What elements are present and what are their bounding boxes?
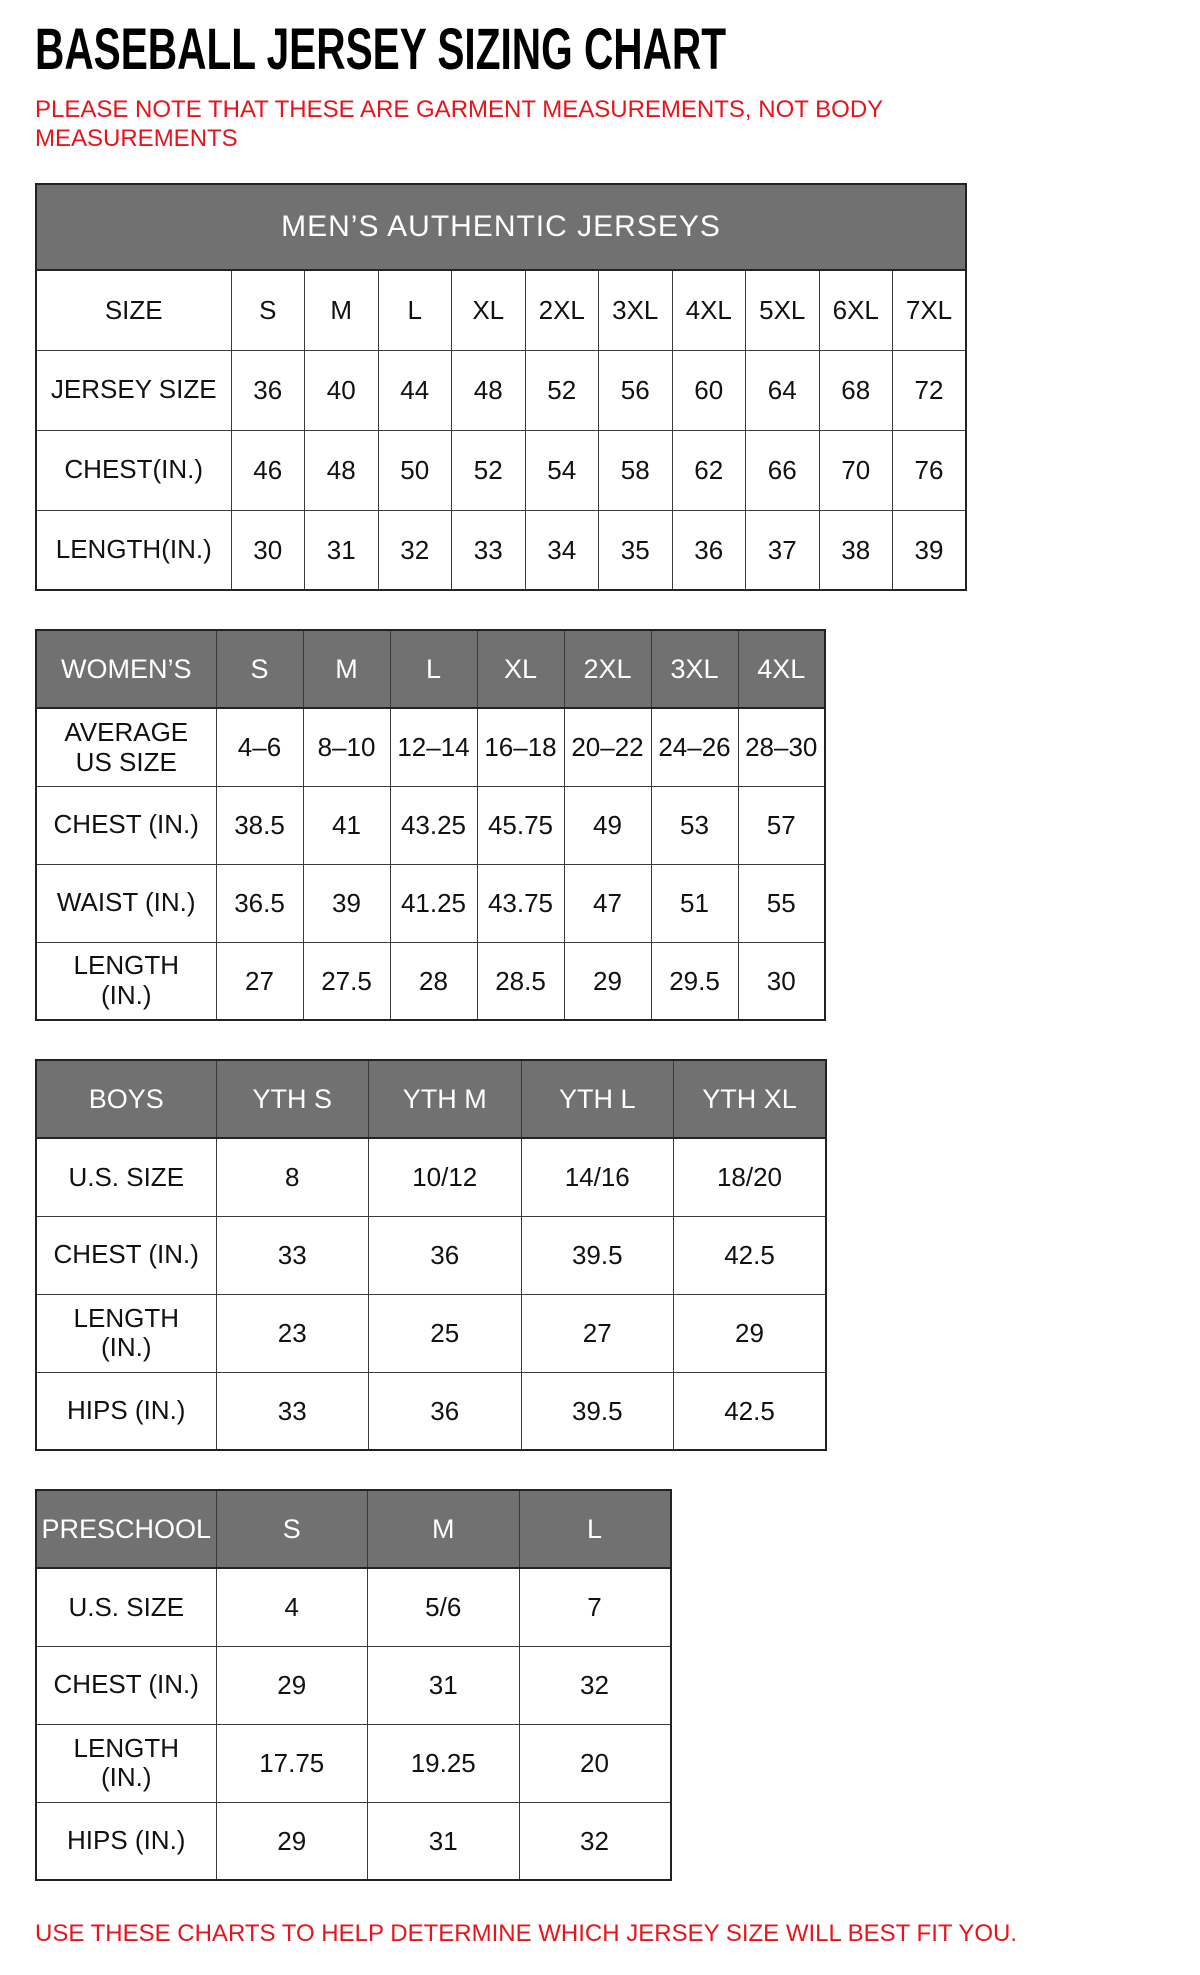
table-mens <box>35 183 967 591</box>
value-cell: 31 <box>368 1646 520 1724</box>
mens-col-s: S <box>231 270 305 350</box>
value-cell: 30 <box>231 510 305 590</box>
row-label: U.S. SIZE <box>36 1568 216 1646</box>
mens-col-6xl: 6XL <box>819 270 893 350</box>
page-title: BASEBALL JERSEY SIZING CHART <box>35 17 727 82</box>
boys-data-row <box>36 1216 826 1294</box>
value-cell: 43.75 <box>477 864 564 942</box>
boys-col-yth-xl: YTH XL <box>674 1060 827 1138</box>
womens-col-2xl: 2XL <box>564 630 651 708</box>
value-cell: 53 <box>651 786 738 864</box>
preschool-col-m: M <box>368 1490 520 1568</box>
value-cell: 47 <box>564 864 651 942</box>
value-cell: 28.5 <box>477 942 564 1020</box>
row-label: CHEST (IN.) <box>36 786 216 864</box>
mens-col-m: M <box>305 270 379 350</box>
row-label: HIPS (IN.) <box>36 1802 216 1880</box>
fit-advice-note: USE THESE CHARTS TO HELP DETERMINE WHICH JERSEY SIZE WILL BEST FIT YOU. <box>35 1920 1018 1948</box>
value-cell: 27 <box>216 942 303 1020</box>
value-cell: 25 <box>369 1294 522 1372</box>
value-cell: 32 <box>519 1802 671 1880</box>
table-womens <box>35 629 826 1021</box>
value-cell: 18/20 <box>674 1138 827 1216</box>
value-cell: 62 <box>672 430 746 510</box>
value-cell: 66 <box>746 430 820 510</box>
value-cell: 55 <box>738 864 825 942</box>
value-cell: 39.5 <box>521 1216 674 1294</box>
mens-header-label: SIZE <box>36 270 231 350</box>
boys-header-row <box>36 1060 826 1138</box>
preschool-col-l: L <box>519 1490 671 1568</box>
preschool-data-row <box>36 1802 671 1880</box>
value-cell: 29 <box>216 1646 368 1724</box>
value-cell: 27 <box>521 1294 674 1372</box>
value-cell: 35 <box>599 510 673 590</box>
value-cell: 32 <box>378 510 452 590</box>
value-cell: 52 <box>525 350 599 430</box>
value-cell: 57 <box>738 786 825 864</box>
womens-data-row <box>36 864 825 942</box>
womens-col-m: M <box>303 630 390 708</box>
boys-header-label: BOYS <box>36 1060 216 1138</box>
mens-data-row <box>36 430 966 510</box>
womens-col-s: S <box>216 630 303 708</box>
preschool-data-row <box>36 1568 671 1646</box>
table-boys <box>35 1059 827 1451</box>
value-cell: 23 <box>216 1294 369 1372</box>
value-cell: 39.5 <box>521 1372 674 1450</box>
tables-container <box>35 183 1165 1881</box>
value-cell: 41.25 <box>390 864 477 942</box>
table-preschool <box>35 1489 672 1881</box>
womens-header-row <box>36 630 825 708</box>
value-cell: 36.5 <box>216 864 303 942</box>
preschool-data-row <box>36 1646 671 1724</box>
value-cell: 41 <box>303 786 390 864</box>
value-cell: 28 <box>390 942 477 1020</box>
value-cell: 31 <box>368 1802 520 1880</box>
row-label: LENGTH (IN.) <box>36 1294 216 1372</box>
value-cell: 31 <box>305 510 379 590</box>
row-label: LENGTH(IN.) <box>36 510 231 590</box>
row-label: JERSEY SIZE <box>36 350 231 430</box>
mens-col-xl: XL <box>452 270 526 350</box>
value-cell: 70 <box>819 430 893 510</box>
womens-data-row <box>36 708 825 786</box>
value-cell: 36 <box>231 350 305 430</box>
womens-col-4xl: 4XL <box>738 630 825 708</box>
boys-data-row <box>36 1294 826 1372</box>
value-cell: 32 <box>519 1646 671 1724</box>
value-cell: 29 <box>674 1294 827 1372</box>
value-cell: 76 <box>893 430 967 510</box>
value-cell: 4–6 <box>216 708 303 786</box>
value-cell: 51 <box>651 864 738 942</box>
value-cell: 43.25 <box>390 786 477 864</box>
mens-col-4xl: 4XL <box>672 270 746 350</box>
womens-col-xl: XL <box>477 630 564 708</box>
womens-data-row <box>36 786 825 864</box>
value-cell: 17.75 <box>216 1724 368 1802</box>
womens-data-row <box>36 942 825 1020</box>
value-cell: 16–18 <box>477 708 564 786</box>
value-cell: 50 <box>378 430 452 510</box>
value-cell: 42.5 <box>674 1216 827 1294</box>
boys-data-row <box>36 1138 826 1216</box>
value-cell: 54 <box>525 430 599 510</box>
value-cell: 49 <box>564 786 651 864</box>
value-cell: 27.5 <box>303 942 390 1020</box>
value-cell: 20 <box>519 1724 671 1802</box>
womens-col-3xl: 3XL <box>651 630 738 708</box>
row-label: HIPS (IN.) <box>36 1372 216 1450</box>
value-cell: 10/12 <box>369 1138 522 1216</box>
preschool-header-label: PRESCHOOL <box>36 1490 216 1568</box>
mens-data-row <box>36 510 966 590</box>
value-cell: 7 <box>519 1568 671 1646</box>
value-cell: 29 <box>216 1802 368 1880</box>
value-cell: 48 <box>305 430 379 510</box>
value-cell: 5/6 <box>368 1568 520 1646</box>
value-cell: 56 <box>599 350 673 430</box>
mens-data-row <box>36 350 966 430</box>
row-label: CHEST (IN.) <box>36 1216 216 1294</box>
value-cell: 33 <box>216 1216 369 1294</box>
value-cell: 36 <box>369 1216 522 1294</box>
row-label: CHEST (IN.) <box>36 1646 216 1724</box>
value-cell: 19.25 <box>368 1724 520 1802</box>
value-cell: 64 <box>746 350 820 430</box>
value-cell: 24–26 <box>651 708 738 786</box>
preschool-col-s: S <box>216 1490 368 1568</box>
value-cell: 29.5 <box>651 942 738 1020</box>
value-cell: 39 <box>303 864 390 942</box>
value-cell: 29 <box>564 942 651 1020</box>
value-cell: 40 <box>305 350 379 430</box>
value-cell: 58 <box>599 430 673 510</box>
value-cell: 36 <box>369 1372 522 1450</box>
value-cell: 33 <box>216 1372 369 1450</box>
boys-col-yth-s: YTH S <box>216 1060 369 1138</box>
value-cell: 42.5 <box>674 1372 827 1450</box>
value-cell: 33 <box>452 510 526 590</box>
value-cell: 72 <box>893 350 967 430</box>
value-cell: 45.75 <box>477 786 564 864</box>
mens-banner-row <box>36 184 966 270</box>
value-cell: 37 <box>746 510 820 590</box>
value-cell: 14/16 <box>521 1138 674 1216</box>
value-cell: 8–10 <box>303 708 390 786</box>
value-cell: 48 <box>452 350 526 430</box>
value-cell: 28–30 <box>738 708 825 786</box>
womens-col-l: L <box>390 630 477 708</box>
mens-header-row <box>36 270 966 350</box>
garment-measurements-note: PLEASE NOTE THAT THESE ARE GARMENT MEASUREMENTS, NOT BODY MEASUREMENTS <box>35 95 883 153</box>
row-label: CHEST(IN.) <box>36 430 231 510</box>
value-cell: 39 <box>893 510 967 590</box>
mens-col-2xl: 2XL <box>525 270 599 350</box>
value-cell: 46 <box>231 430 305 510</box>
value-cell: 30 <box>738 942 825 1020</box>
row-label: LENGTH (IN.) <box>36 942 216 1020</box>
boys-col-yth-m: YTH M <box>369 1060 522 1138</box>
row-label: LENGTH (IN.) <box>36 1724 216 1802</box>
row-label: WAIST (IN.) <box>36 864 216 942</box>
value-cell: 60 <box>672 350 746 430</box>
value-cell: 36 <box>672 510 746 590</box>
value-cell: 12–14 <box>390 708 477 786</box>
boys-data-row <box>36 1372 826 1450</box>
row-label: AVERAGE US SIZE <box>36 708 216 786</box>
value-cell: 38 <box>819 510 893 590</box>
value-cell: 44 <box>378 350 452 430</box>
value-cell: 68 <box>819 350 893 430</box>
mens-banner-title: MEN’S AUTHENTIC JERSEYS <box>36 184 966 270</box>
value-cell: 8 <box>216 1138 369 1216</box>
mens-col-3xl: 3XL <box>599 270 673 350</box>
mens-col-l: L <box>378 270 452 350</box>
preschool-header-row <box>36 1490 671 1568</box>
mens-col-7xl: 7XL <box>893 270 967 350</box>
row-label: U.S. SIZE <box>36 1138 216 1216</box>
womens-header-label: WOMEN’S <box>36 630 216 708</box>
value-cell: 4 <box>216 1568 368 1646</box>
boys-col-yth-l: YTH L <box>521 1060 674 1138</box>
mens-col-5xl: 5XL <box>746 270 820 350</box>
value-cell: 20–22 <box>564 708 651 786</box>
value-cell: 34 <box>525 510 599 590</box>
value-cell: 52 <box>452 430 526 510</box>
preschool-data-row <box>36 1724 671 1802</box>
value-cell: 38.5 <box>216 786 303 864</box>
